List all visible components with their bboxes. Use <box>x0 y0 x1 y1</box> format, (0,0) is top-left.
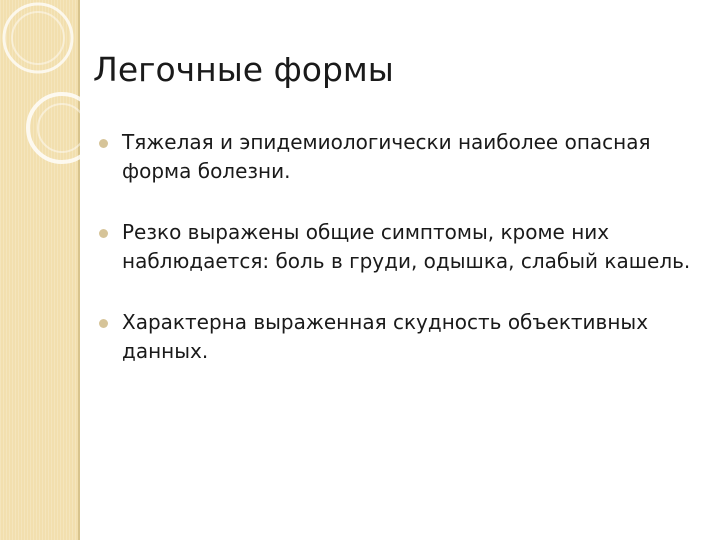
bullet-item <box>97 128 697 186</box>
bullet-dot-icon <box>99 139 108 148</box>
bullet-dot-icon <box>99 319 108 328</box>
bullet-text: Резко выражены общие симптомы, кроме них наблюдается: боль в груди, одышка, слабый кашель. <box>122 220 691 273</box>
bullet-list <box>97 128 697 398</box>
bullet-item <box>97 308 697 366</box>
bullet-text: Тяжелая и эпидемиологически наиболее опасная форма болезни. <box>122 130 651 183</box>
bullet-dot-icon <box>99 229 108 238</box>
bullet-item <box>97 218 697 276</box>
side-band-edge <box>78 0 80 540</box>
bullet-text: Характерна выраженная скудность объективных данных. <box>122 310 649 363</box>
decorative-side-band <box>0 0 78 540</box>
slide-title: Легочные формы <box>93 50 394 89</box>
